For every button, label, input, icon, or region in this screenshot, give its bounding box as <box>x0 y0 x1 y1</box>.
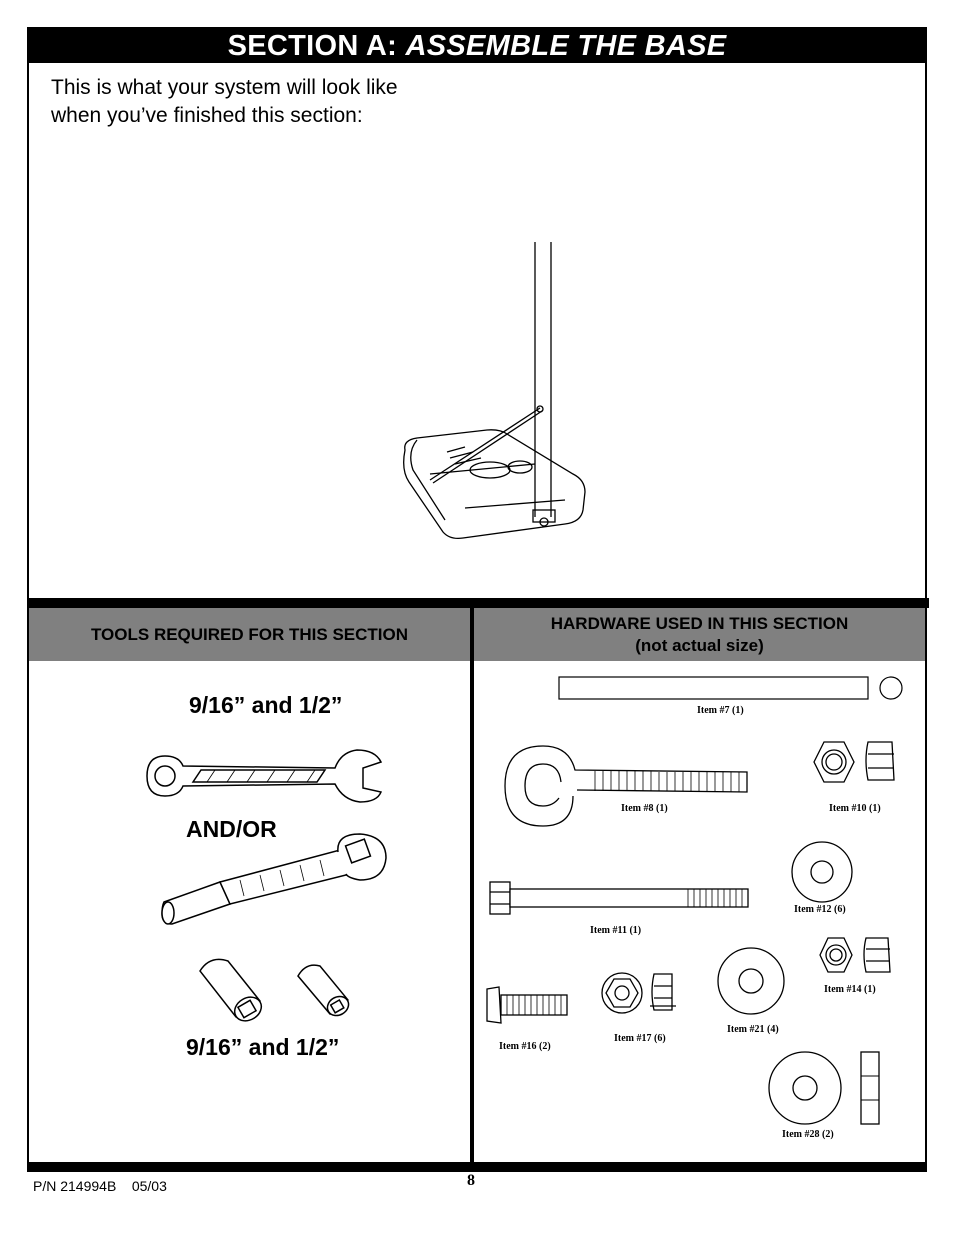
section-title: ASSEMBLE THE BASE <box>405 30 727 62</box>
column-divider <box>470 608 474 1164</box>
large-socket-icon <box>196 955 266 1025</box>
hardware-header <box>474 608 925 661</box>
flange-nut-item-17-icon <box>600 970 678 1016</box>
hardware-header-line-1: HARDWARE USED IN THIS SECTION <box>550 613 849 633</box>
bolt-item-11-icon <box>488 880 752 916</box>
nut-item-14-icon <box>818 936 894 976</box>
item-14-label: Item #14 (1) <box>824 984 876 995</box>
item-17-label: Item #17 (6) <box>614 1033 666 1044</box>
intro-line-1: This is what your system will look like <box>51 76 398 99</box>
tools-header-text: TOOLS REQUIRED FOR THIS SECTION <box>90 624 409 644</box>
item-16-label: Item #16 (2) <box>499 1041 551 1052</box>
small-socket-icon <box>296 962 352 1018</box>
socket-size-label: 9/16” and 1/2” <box>186 1034 340 1060</box>
bolt-item-16-icon <box>485 985 571 1025</box>
item-28-label: Item #28 (2) <box>782 1129 834 1140</box>
assembled-base-illustration <box>395 242 595 542</box>
item-12-label: Item #12 (6) <box>794 904 846 915</box>
washer-item-21-icon <box>716 946 786 1016</box>
page-number: 8 <box>467 1172 475 1189</box>
item-10-label: Item #10 (1) <box>829 803 881 814</box>
intro-line-2: when you’ve finished this section: <box>51 104 363 127</box>
washer-item-28-icon <box>767 1050 883 1126</box>
hardware-header-line-2: (not actual size) <box>635 635 764 655</box>
ratchet-icon <box>160 830 390 930</box>
section-title-bar <box>29 29 925 63</box>
tools-header <box>29 608 470 661</box>
wrench-size-label: 9/16” and 1/2” <box>189 692 343 718</box>
item-21-label: Item #21 (4) <box>727 1024 779 1035</box>
section-divider <box>27 598 929 608</box>
item-8-label: Item #8 (1) <box>621 803 668 814</box>
section-prefix: SECTION A: <box>227 30 398 62</box>
intro-text <box>51 74 491 130</box>
combination-wrench-icon <box>145 748 385 808</box>
washer-item-12-icon <box>790 840 854 904</box>
nut-item-10-icon <box>812 740 898 786</box>
eye-bolt-item-8-icon <box>503 742 753 830</box>
and-or-label: AND/OR <box>186 816 277 842</box>
bottom-bar <box>27 1162 927 1172</box>
item-11-label: Item #11 (1) <box>590 925 642 936</box>
part-number: P/N 214994B 05/03 <box>33 1178 167 1194</box>
rod-item-7-icon <box>558 676 904 702</box>
item-7-label: Item #7 (1) <box>697 705 744 716</box>
